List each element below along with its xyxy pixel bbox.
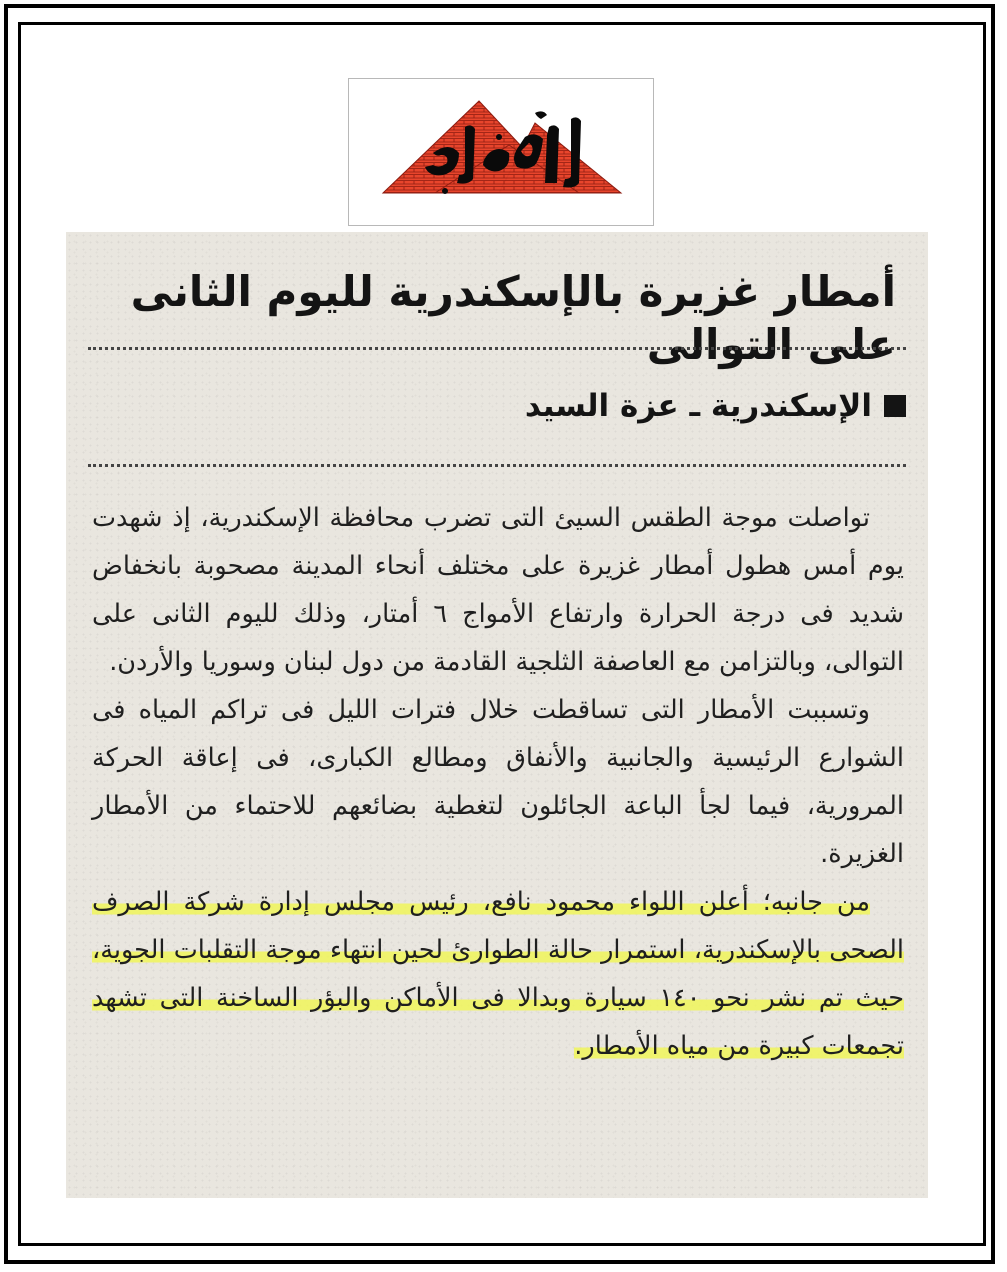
article-paragraph	[92, 878, 904, 1070]
dotted-divider	[88, 347, 906, 350]
article-body	[92, 494, 904, 1070]
newspaper-clipping	[66, 232, 928, 1198]
square-bullet-icon	[884, 395, 906, 417]
article-headline: أمطار غزيرة بالإسكندرية لليوم الثانى على التوالى	[130, 267, 896, 369]
newspaper-logo	[348, 78, 654, 226]
byline-text: الإسكندرية ـ عزة السيد	[524, 388, 872, 424]
highlighted-text: من جانبه؛ أعلن اللواء محمود نافع، رئيس مجلس إدارة شركة الصرف الصحى بالإسكندرية، استمرار حالة الطوارئ لحين انتهاء موجة التقلبات الجوية، حيث تم نشر نحو ١٤٠ سيارة وبدالا فى الأماكن والبؤر الساخنة التى تشهد تجمعات كبيرة من مياه الأمطار.	[92, 887, 905, 1061]
article-paragraph: وتسببت الأمطار التى تساقطت خلال فترات الليل فى تراكم المياه فى الشوارع الرئيسية والجانبية والأنفاق ومطالع الكبارى، فى إعاقة الحركة المرورية، فيما لجأ الباعة الجائلون لتغطية بضائعهم للاحتماء من الأمطار الغزيرة.	[92, 695, 904, 869]
article-byline	[525, 388, 906, 424]
ahram-pyramid-logo-icon	[349, 79, 655, 227]
dotted-divider	[88, 464, 906, 467]
article-paragraph: تواصلت موجة الطقس السيئ التى تضرب محافظة الإسكندرية، إذ شهدت يوم أمس هطول أمطار غزيرة على مختلف أنحاء المدينة مصحوبة بانخفاض شديد فى درجة الحرارة وارتفاع الأمواج ٦ أمتار، وذلك لليوم الثانى على التوالى، وبالتزامن مع العاصفة الثلجية القادمة من دول لبنان وسوريا والأردن.	[92, 503, 904, 677]
